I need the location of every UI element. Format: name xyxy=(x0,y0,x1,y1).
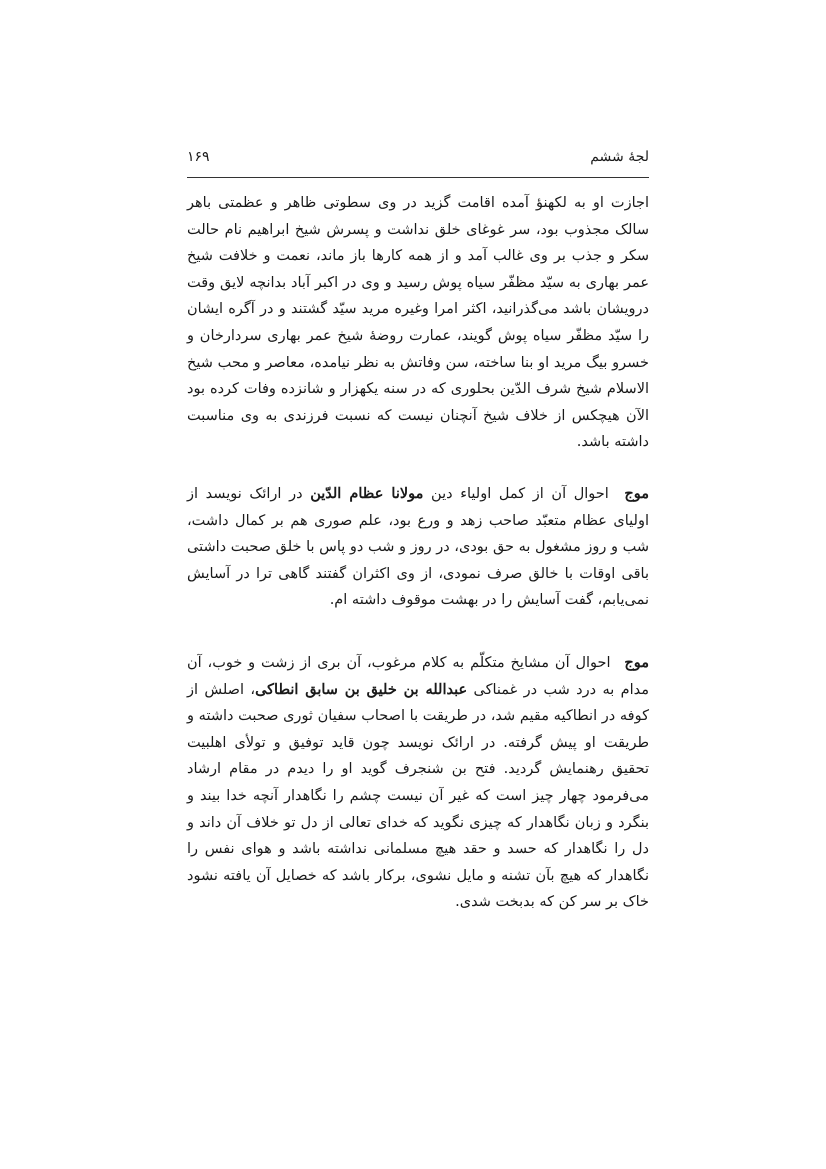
chapter-title: لجۀ ششم xyxy=(590,149,649,165)
running-header xyxy=(187,149,649,173)
section-label: موج xyxy=(624,485,650,502)
paragraph-text: اجازت او به لکهنؤ آمده اقامت گزید در وی سطوتی ظاهر و عظمتی باهر سالک مجذوب بود، سر غوغای خلق نداشت و پسرش شیخ ابراهیم نام حالت سکر و جذب بر وی غالب آمد و از همه کارها باز ماند، نعمت و خلافت شیخ عمر بهاری به سیّد مظفّر سیاه پوش رسید و وی در اکبر آباد بدانچه لایق وقت درویشان باشد می‌گذرانید، اکثر امرا وغیره مرید سیّد گشتند و در آگره ایشان را سیّد مظفّر سیاه پوش گویند، عمارت روضۀ شیخ عمر بهاری سردارخان و خسرو بیگ مرید او بنا ساخته، سن وفاتش به نظر نیامده، معاصر و محب شیخ الاسلام شیخ شرف الدّین بحلوری که در سنه یکهزار و شانزده وفات کرده بود الآن هیچکس از خلاف شیخ آنچنان نیست که نسبت فرزندی به وی مناسبت داشته باشد. xyxy=(187,195,649,451)
header-rule xyxy=(187,177,649,178)
paragraph xyxy=(187,190,649,456)
paragraph xyxy=(187,650,649,916)
paragraph xyxy=(187,481,649,614)
paragraph-intro: احوال آن از کمل اولیاء دین xyxy=(431,486,609,502)
page-number: ۱۶۹ xyxy=(187,149,210,165)
person-name: مولانا عظام الدّین xyxy=(310,485,424,502)
paragraph-text: ، اصلش از کوفه در انطاکیه مقیم شد، در طریقت با اصحاب سفیان ثوری صحبت داشته و طریقت او پیش گرفته. در ارائک نویسد چون قاید توفیق و تولأی اهلبیت تحقیق رهنمایش گردید. فتح بن شنجرف گوید او را دیدم در مقام ارشاد می‌فرمود چهار چیز است که غیر آن نیست چشم را نگاهدار آنچه خدا بیند و بنگرد و زبان نگاهدار که چیزی نگوید که خدای تعالی از دل تو خلاف آن داند و دل را نگاهدار که حسد و حقد هیچ مسلمانی نداشته باشد و هوای نفس را نگاهدار که هیچ بآن تشنه و مایل نشوی، برکار باشد که خصایل آن یافته نشود خاک بر سر کن که بدبخت شدی. xyxy=(187,681,649,911)
paragraph-text: در ارائک نویسد از اولیای عظام متعبّد صاحب زهد و ورع بود، علم صوری هم بر کمال داشت، شب و روز مشغول به حق بودی، در روز و شب دو پاس با خلق صحبت داشتی باقی اوقات با خالق صرف نمودی، از وی اکثران گفتند گاهی ترا در آسایش نمی‌یابم، گفت آسایش را در بهشت موقوف داشته ام. xyxy=(187,486,649,609)
person-name: عبدالله بن خلیق بن سابق انطاکی xyxy=(255,680,468,698)
section-label: موج xyxy=(624,654,650,671)
paragraph-intro: احوال آن مشایخ متکلّم به کلام مرغوب، آن بری از زشت و خوب، آن مدام به درد شب در غمناکی xyxy=(187,655,650,698)
